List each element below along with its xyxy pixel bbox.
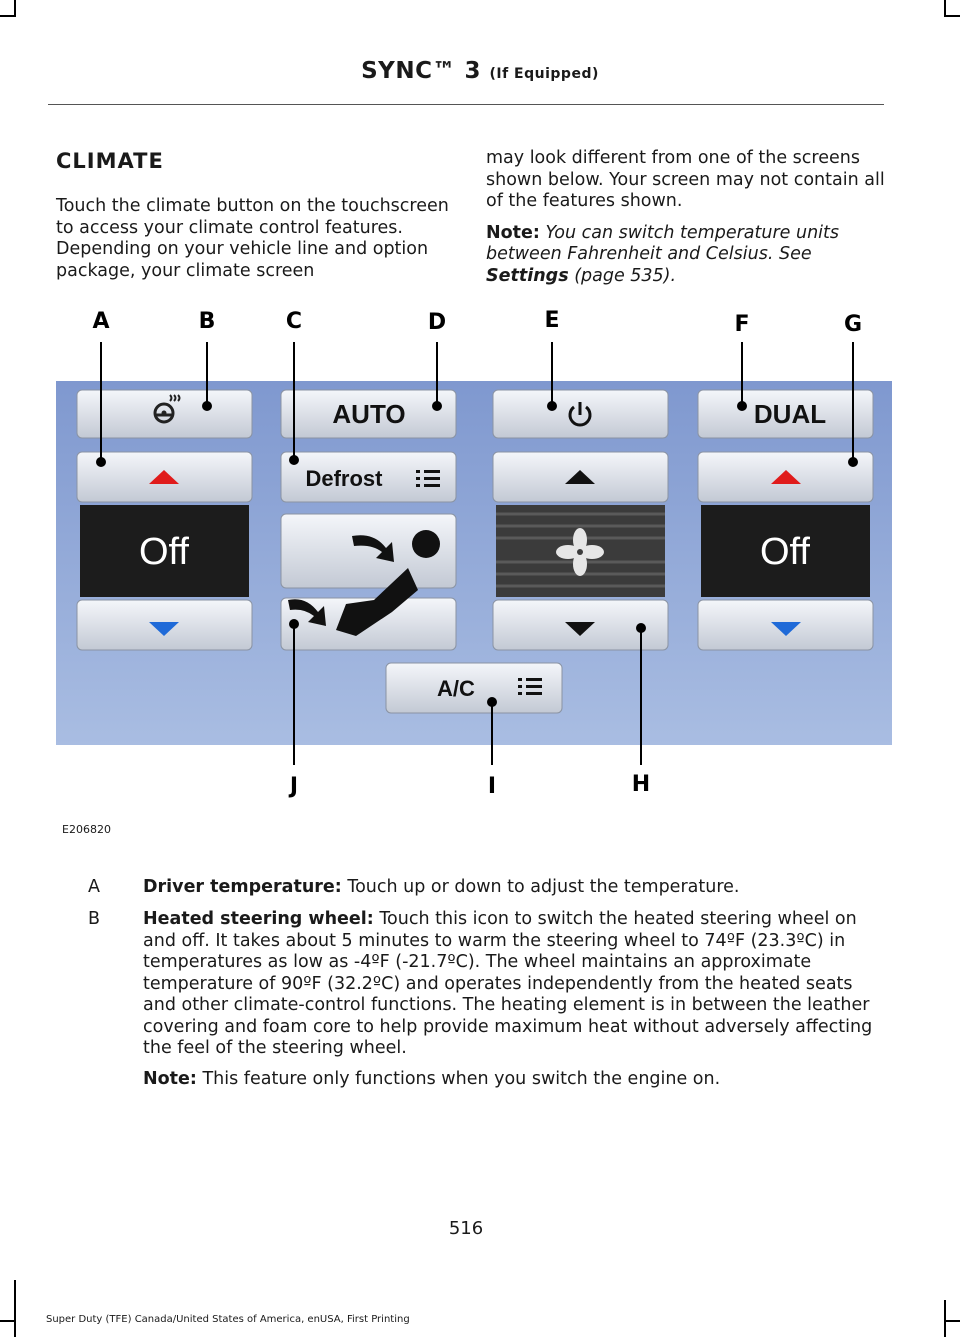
passenger-temp-up-button[interactable]: [698, 452, 873, 502]
callout-h: H: [631, 772, 651, 797]
description-note-label: Note:: [143, 1069, 197, 1089]
settings-link[interactable]: Settings: [486, 265, 569, 286]
crop-mark: [944, 1300, 946, 1337]
driver-temp-display: [80, 505, 249, 597]
dual-label: DUAL: [753, 399, 827, 429]
header-subtitle: (If Equipped): [489, 66, 599, 82]
description-letter: A: [88, 877, 100, 897]
callout-a: A: [92, 309, 110, 334]
callout-e: E: [544, 308, 560, 333]
footer-text: Super Duty (TFE) Canada/United States of America, enUSA, First Printing: [46, 1314, 410, 1325]
callout-j: J: [289, 774, 299, 799]
callout-g: G: [843, 312, 863, 337]
intro-text-left: Touch the climate button on the touchscreen to access your climate control features. Depending on your vehicle line and option package, your climate screen: [56, 196, 449, 281]
description-body: [143, 877, 876, 899]
header-title: SYNC™ 3: [361, 58, 481, 84]
crop-mark: [14, 1280, 16, 1337]
callout-d: D: [427, 310, 447, 335]
crop-mark: [944, 15, 960, 17]
description-note-text: This feature only functions when you switch the engine on.: [202, 1069, 721, 1089]
intro-text-right: may look different from one of the screens shown below. Your screen may not contain all of the features shown.: [486, 148, 885, 211]
passenger-temp-down-button[interactable]: [698, 600, 873, 650]
defrost-button[interactable]: [281, 452, 456, 502]
note-text: You can switch temperature units between Fahrenheit and Celsius. See: [486, 222, 840, 264]
callout-f: F: [734, 312, 750, 337]
fan-speed-up-button[interactable]: [493, 452, 668, 502]
list-icon: [416, 470, 440, 487]
auto-button[interactable]: [281, 390, 456, 438]
section-title: CLIMATE: [56, 149, 164, 173]
passenger-temp-display: [701, 505, 870, 597]
header-rule: [48, 104, 884, 105]
power-button[interactable]: [493, 390, 668, 438]
heated-steering-wheel-button[interactable]: [77, 390, 252, 438]
figure-code: E206820: [62, 823, 111, 836]
driver-temp-down-button[interactable]: [77, 600, 252, 650]
fan-speed-indicator: [496, 505, 665, 597]
passenger-temp-value: Off: [760, 531, 810, 573]
description-note: [56, 1069, 876, 1093]
driver-temp-value: Off: [139, 531, 189, 573]
running-header: [0, 58, 960, 84]
note-label: Note:: [486, 222, 540, 243]
page-reference: (page 535).: [574, 265, 677, 286]
ac-button[interactable]: [386, 663, 562, 713]
callout-i: I: [487, 774, 497, 799]
callout-b: B: [198, 309, 216, 334]
intro-left-column: [56, 196, 451, 282]
ac-label: A/C: [437, 676, 475, 701]
dual-button[interactable]: [698, 390, 873, 438]
description-label: Heated steering wheel:: [143, 909, 374, 929]
list-icon: [518, 678, 542, 695]
auto-label: AUTO: [332, 399, 406, 429]
intro-right-column: [486, 148, 886, 297]
description-text: Touch this icon to switch the heated steering wheel on and off. It takes about 5 minutes to warm the steering wheel to 74ºF (23.3ºC) in temperatures as low as -4ºF (-21.7ºC). The wheel maintains an approximate temperature of 90ºF (32.2ºC) and operates independently from the heated seats and other climate-control functions. The heating element is in between the leather covering and foam core to help provide maximum heat without adversely affecting the feel of the steering wheel.: [143, 909, 873, 1058]
description-item: [56, 877, 876, 901]
crop-mark: [944, 1320, 960, 1322]
description-letter: B: [88, 909, 101, 929]
description-item: [56, 909, 876, 1059]
description-text: Touch up or down to adjust the temperature.: [347, 877, 740, 897]
description-note-body: [143, 1069, 876, 1091]
crop-mark: [0, 1320, 16, 1322]
crop-mark: [14, 0, 16, 16]
crop-mark: [944, 0, 946, 16]
defrost-label: Defrost: [305, 466, 383, 491]
page-number: 516: [448, 1218, 484, 1239]
note-paragraph: [486, 223, 886, 288]
climate-screen-figure: [56, 300, 892, 820]
description-body: [143, 909, 876, 1060]
crop-mark: [0, 15, 16, 17]
callout-c: C: [285, 309, 303, 334]
description-label: Driver temperature:: [143, 877, 342, 897]
